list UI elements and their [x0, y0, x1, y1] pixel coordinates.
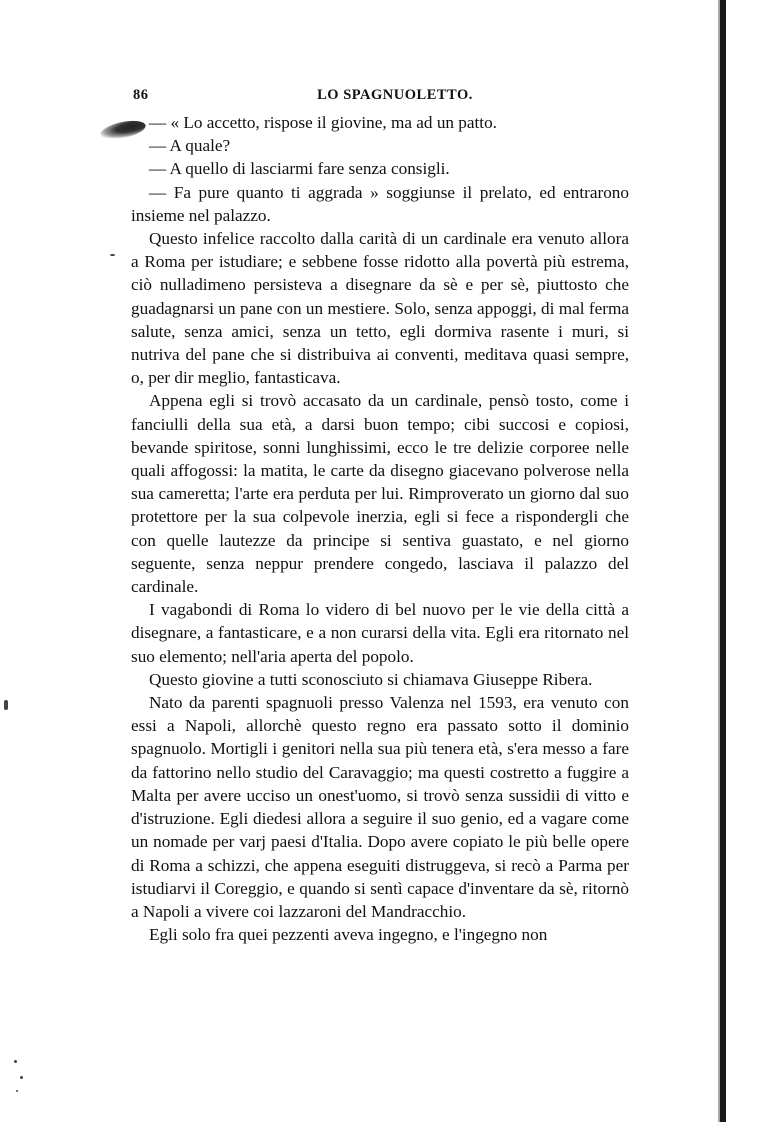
paragraph: Egli solo fra quei pezzenti aveva ingegno, e l'ingegno non	[149, 925, 548, 945]
scan-speck	[4, 700, 8, 710]
body-text	[131, 111, 629, 946]
scan-speck	[14, 1060, 17, 1063]
page-number: 86	[133, 87, 149, 103]
paragraph: Questo infelice raccolto dalla carità di un cardinale era venuto allora a Roma per istudiare; e sebbene fosse ridotto alla povertà più estrema, ciò nulladimeno persisteva a disegnare da sè e per sè, piuttosto che guadagnarsi un pane con un mestiere. Solo, senza appoggi, di mal ferma salute, senza amici, senza un tetto, egli dormiva rasente i muri, si nutriva del pane che si distribuiva ai conventi, meditava quasi sempre, o, per dir meglio, fantasticava.	[131, 229, 629, 388]
book-page	[131, 83, 629, 946]
paragraph: — « Lo accetto, rispose il giovine, ma ad un patto.	[149, 113, 497, 132]
scan-speck	[16, 1090, 18, 1092]
running-title: LO SPAGNUOLETTO.	[317, 87, 473, 103]
paragraph: Nato da parenti spagnuoli presso Valenza nel 1593, era venuto con essi a Napoli, allorchè questo regno era passato sotto il dominio spagnuolo. Mortigli i genitori nella sua più tenera età, s'era messo a fare da fattorino nello studio del Caravaggio; ma questi costretto a fuggire a Malta per avere ucciso un onest'uomo, si trovò senza sussidii di vitto e d'istruzione. Egli diedesi allora a seguire il suo genio, ed a vagare come un nomade per varj paesi d'Italia. Dopo avere copiato le più belle opere di Roma a schizzi, che appena eseguiti distruggeva, si recò a Parma per istudiarvi il Coreggio, e quando si sentì capace d'inventare da sè, ritornò a Napoli a vivere coi lazzaroni del Mandracchio.	[131, 693, 629, 921]
paragraph: — A quale?	[149, 136, 231, 156]
paragraph: Appena egli si trovò accasato da un cardinale, pensò tosto, come i fanciulli della sua età, a darsi buon tempo; cibi succosi e copiosi, bevande spiritose, sonni lunghissimi, ecco le tre delizie corporee nelle quali affogossi: la matita, le carte da disegno giacevano polverose nella sua cameretta; l'arte era perduta per lui. Rimproverato un giorno dal suo protettore per la sua colpevole inerzia, egli si fece a rispondergli che con quelle lautezze da principe si sentiva guastato, e nel giorno seguente, senza neppur prendere congedo, lasciava il palazzo del cardinale.	[131, 391, 629, 597]
paragraph: I vagabondi di Roma lo videro di bel nuovo per le vie della città a disegnare, a fantasticare, e a non curarsi della vita. Egli era ritornato nel suo elemento; nell'aria aperta del popolo.	[131, 600, 629, 666]
paragraph: — A quello di lasciarmi fare senza consigli.	[149, 159, 450, 179]
page-edge	[720, 0, 726, 1122]
paragraph: — Fa pure quanto ti aggrada » soggiunse il prelato, ed entrarono insieme nel palazzo.	[131, 182, 629, 225]
scan-speck	[110, 254, 115, 256]
paragraph: Questo giovine a tutti sconosciuto si chiamava Giuseppe Ribera.	[149, 669, 593, 689]
scan-speck	[20, 1076, 23, 1079]
running-head	[131, 83, 629, 107]
